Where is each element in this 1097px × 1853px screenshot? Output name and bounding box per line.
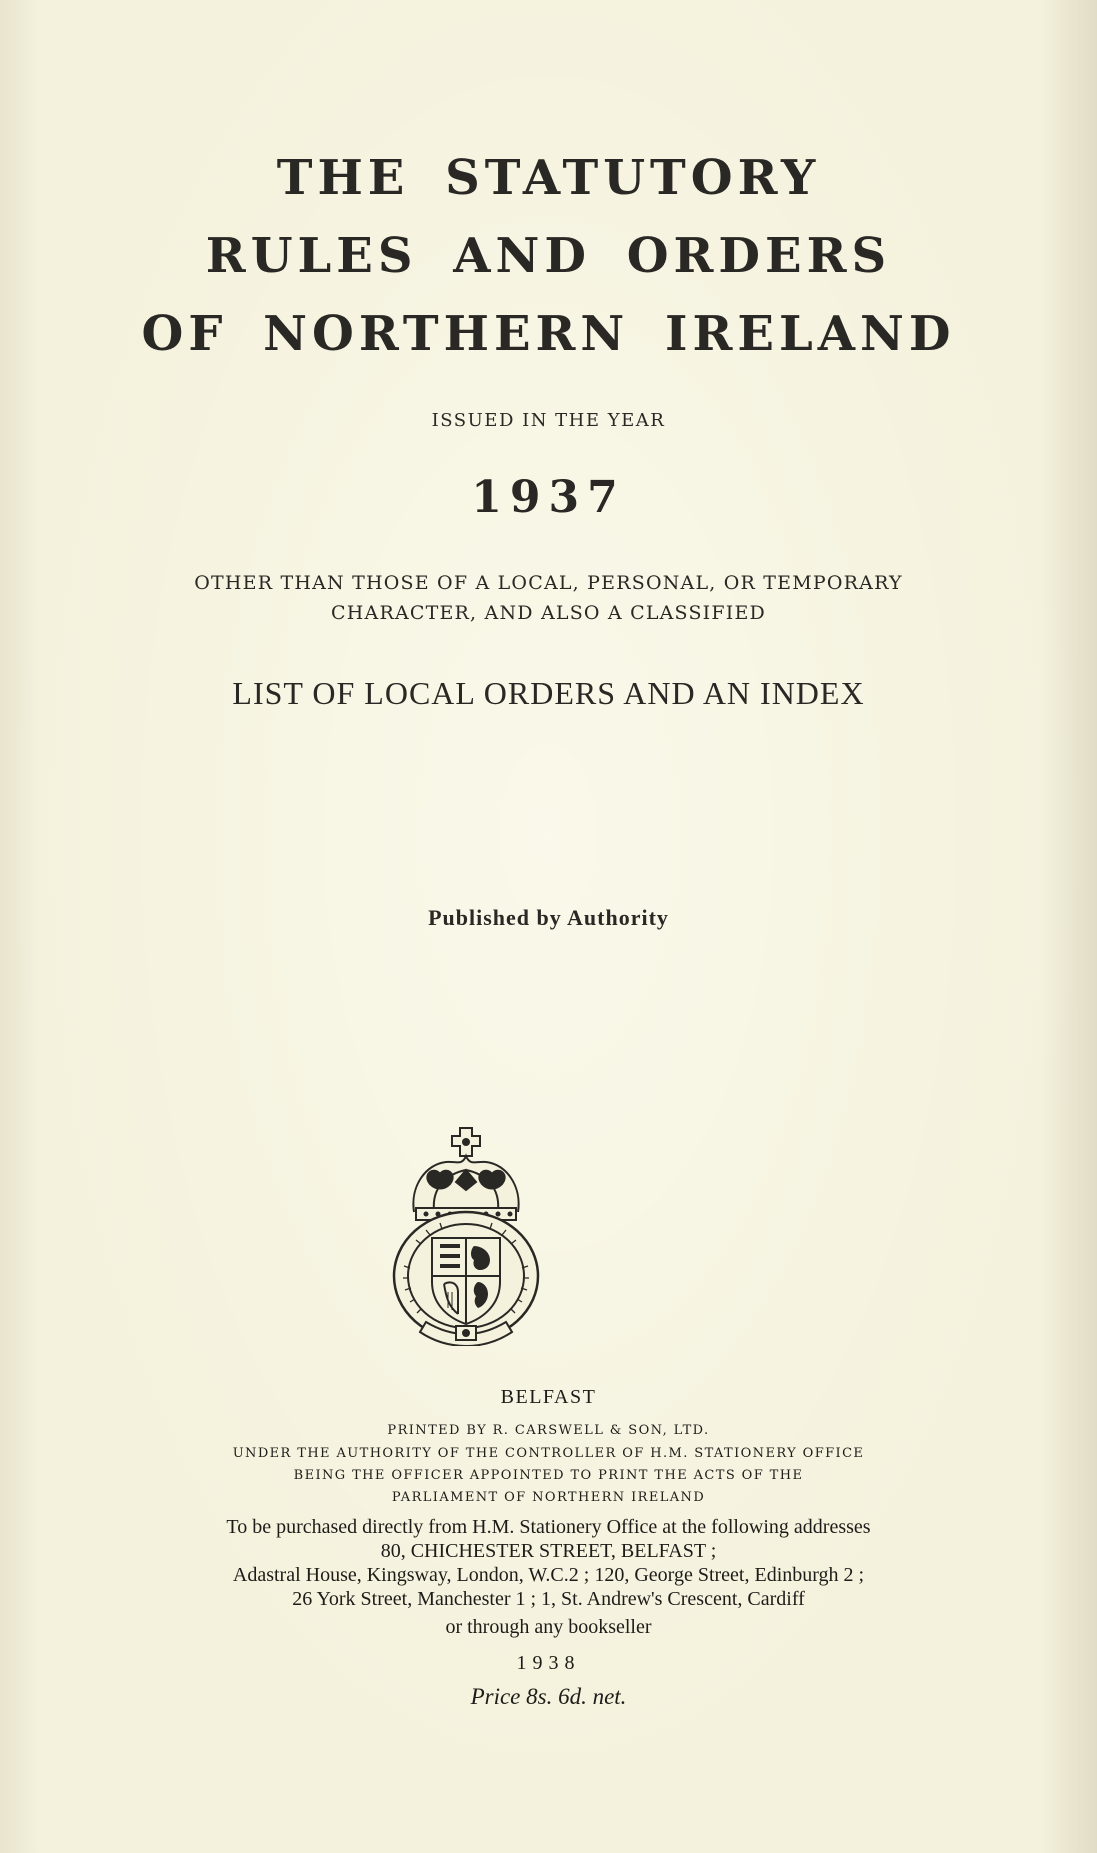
publication-year: 1938 [516,1652,581,1674]
year-heading: 1937 [471,472,626,523]
royal-coat-of-arms-crest-icon [386,1126,546,1346]
purchase-line-1: To be purchased directly from H.M. Stationery Office at the following addresses [226,1516,871,1538]
authority-line-3: PARLIAMENT OF NORTHERN IRELAND [391,1490,706,1505]
title-line-2: RULES AND ORDERS [205,228,892,284]
imprint-place: BELFAST [500,1386,597,1408]
purchase-line-5: or through any bookseller [445,1616,652,1638]
description-line-1: OTHER THAN THOSE OF A LOCAL, PERSONAL, OR TEMPORARY [194,572,903,594]
published-by-authority: Published by Authority [428,905,669,930]
list-heading: LIST OF LOCAL ORDERS AND AN INDEX [232,675,865,711]
title-line-3: OF NORTHERN IRELAND [141,306,956,362]
authority-line-1: UNDER THE AUTHORITY OF THE CONTROLLER OF H.M. STATIONERY OFFICE [232,1446,865,1461]
title-line-1: THE STATUTORY [276,150,821,206]
description-line-2: CHARACTER, AND ALSO A CLASSIFIED [331,602,766,624]
issued-line: ISSUED IN THE YEAR [431,410,666,431]
printer-line: PRINTED BY R. CARSWELL & SON, LTD. [387,1423,710,1438]
purchase-line-3: Adastral House, Kingsway, London, W.C.2 ; 120, George Street, Edinburgh 2 ; [232,1564,865,1586]
authority-line-2: BEING THE OFFICER APPOINTED TO PRINT THE ACTS OF THE [293,1468,804,1483]
price-line: Price 8s. 6d. net. [470,1684,627,1709]
purchase-line-2: 80, CHICHESTER STREET, BELFAST ; [380,1540,717,1562]
purchase-line-4: 26 York Street, Manchester 1 ; 1, St. Andrew's Crescent, Cardiff [292,1588,805,1610]
